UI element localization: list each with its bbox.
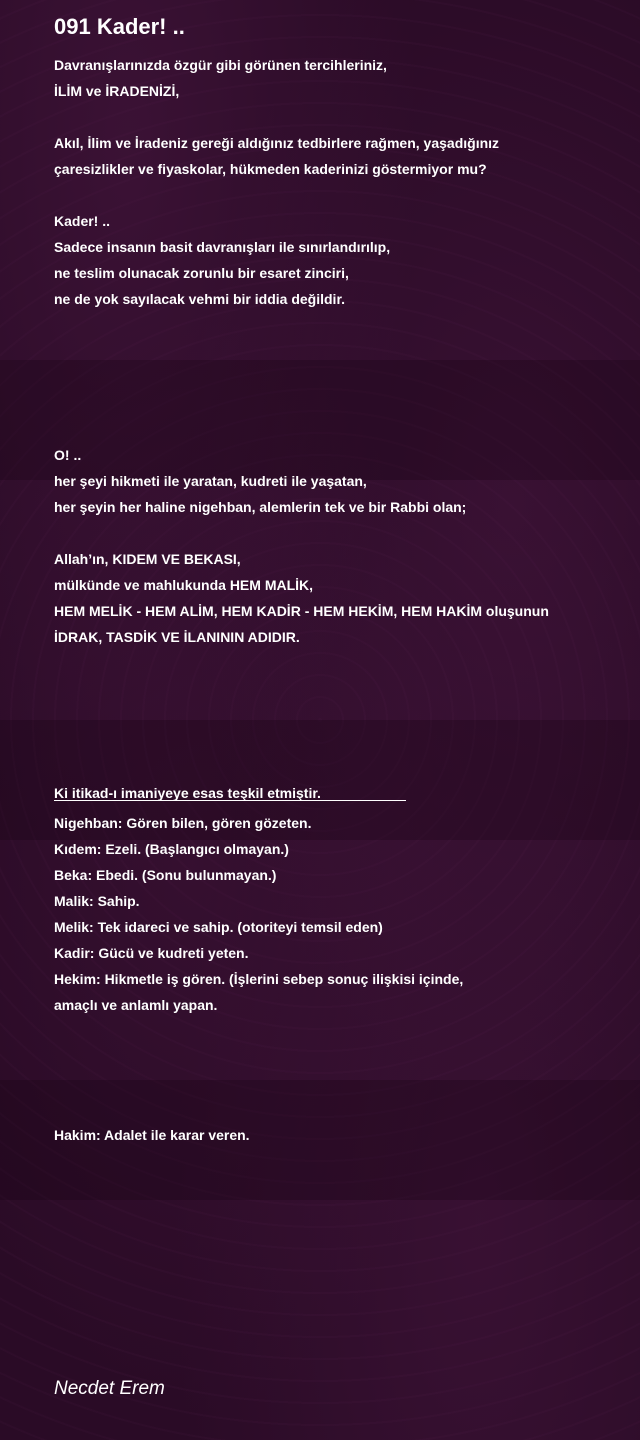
- author-signature: Necdet Erem: [54, 1378, 165, 1399]
- poem-line: her şeyi hikmeti ile yaratan, kudreti ile yaşatan,: [54, 473, 367, 489]
- stanza-gap: [54, 650, 634, 676]
- stanza-gap: [54, 364, 634, 390]
- poem-line: Kader! ..: [54, 213, 111, 229]
- poem-line: O! ..: [54, 447, 82, 463]
- poem-body: [54, 52, 634, 1148]
- glossary-line: Hakim: Adalet ile karar veren.: [54, 1127, 250, 1143]
- glossary-line: Malik: Sahip.: [54, 893, 140, 909]
- poem-line: çaresizlikler ve fiyaskolar, hükmeden kaderinizi göstermiyor mu?: [54, 161, 487, 177]
- poem-title: 091 Kader! ..: [54, 14, 185, 39]
- stanza-gap: [54, 1070, 634, 1096]
- poem-line: Ki itikad-ı imaniyeye esas teşkil etmiştir.: [54, 785, 321, 801]
- glossary-line: Melik: Tek idareci ve sahip. (otoriteyi temsil eden): [54, 919, 383, 935]
- stanza-gap: [54, 338, 634, 364]
- glossary-line: Hekim: Hikmetle iş gören. (İşlerini sebep sonuç ilişkisi içinde,: [54, 971, 464, 987]
- stanza-gap: [54, 1044, 634, 1070]
- poem-line: ne teslim olunacak zorunlu bir esaret zinciri,: [54, 265, 349, 281]
- poem-line: Davranışlarınızda özgür gibi görünen tercihleriniz,: [54, 57, 387, 73]
- stanza-gap: [54, 416, 634, 442]
- glossary-line: amaçlı ve anlamlı yapan.: [54, 997, 218, 1013]
- poem-line: ne de yok sayılacak vehmi bir iddia değildir.: [54, 291, 346, 307]
- stanza-gap: [54, 182, 634, 208]
- poem-line: Sadece insanın basit davranışları ile sınırlandırılıp,: [54, 239, 391, 255]
- poem-line: Allah’ın, KIDEM VE BEKASI,: [54, 551, 241, 567]
- stanza-gap: [54, 702, 634, 728]
- poem-line: mülkünde ve mahlukunda HEM MALİK,: [54, 577, 314, 593]
- stanza-gap: [54, 754, 634, 780]
- poem-line: HEM MELİK - HEM ALİM, HEM KADİR - HEM HEKİM, HEM HAKİM oluşunun: [54, 603, 549, 619]
- glossary-line: Beka: Ebedi. (Sonu bulunmayan.): [54, 867, 277, 883]
- stanza-gap: [54, 728, 634, 754]
- stanza-gap: [54, 1096, 634, 1122]
- stanza-gap: [54, 1018, 634, 1044]
- stanza-gap: [54, 104, 634, 130]
- glossary-line: Kıdem: Ezeli. (Başlangıcı olmayan.): [54, 841, 289, 857]
- poem-line: İDRAK, TASDİK VE İLANININ ADIDIR.: [54, 629, 300, 645]
- poem-line: Akıl, İlim ve İradeniz gereği aldığınız tedbirlere rağmen, yaşadığınız: [54, 135, 500, 151]
- glossary-line: Kadir: Gücü ve kudreti yeten.: [54, 945, 249, 961]
- stanza-gap: [54, 520, 634, 546]
- poem-line: her şeyin her haline nigehban, alemlerin tek ve bir Rabbi olan;: [54, 499, 467, 515]
- stanza-gap: [54, 676, 634, 702]
- stanza-gap: [54, 312, 634, 338]
- stanza-gap: [54, 390, 634, 416]
- glossary-line: Nigehban: Gören bilen, gören gözeten.: [54, 815, 312, 831]
- poem-line: İLİM ve İRADENİZİ,: [54, 83, 180, 99]
